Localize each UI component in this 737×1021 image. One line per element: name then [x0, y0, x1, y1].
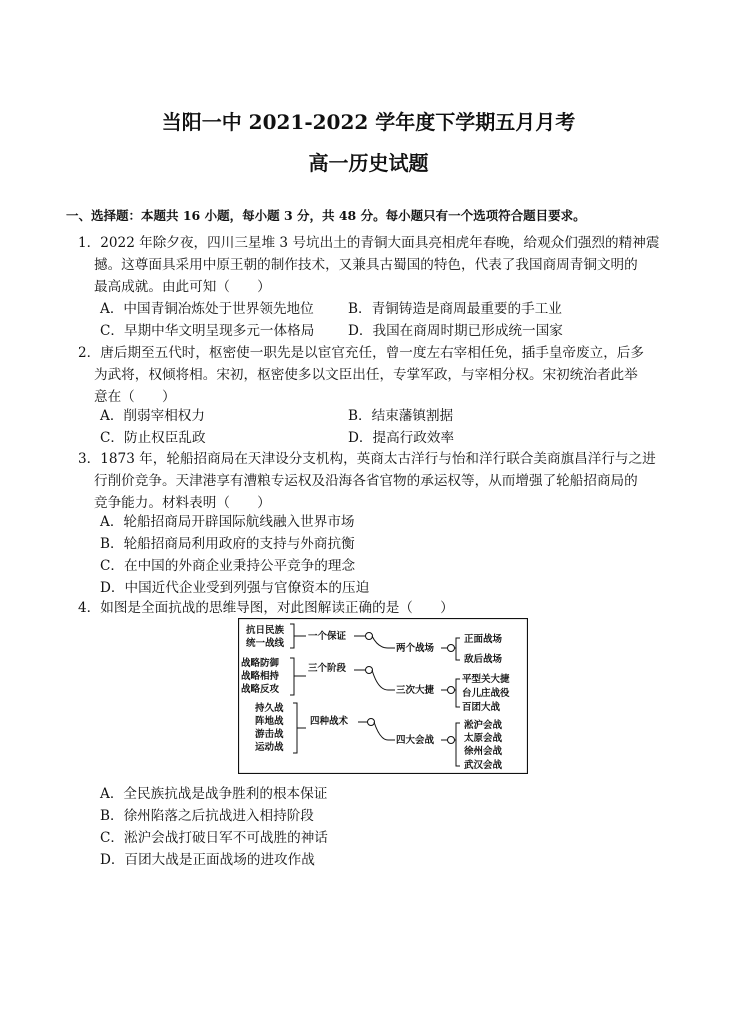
question-2-option-a: A．削弱宰相权力 — [100, 408, 205, 424]
question-1-option-c: C．早期中华文明呈现多元一体格局 — [100, 323, 315, 339]
diagram-right-2-3: 百团大战 — [462, 702, 501, 713]
question-3-option-a: A．轮船招商局开辟国际航线融入世界市场 — [100, 514, 355, 530]
question-3-option-b: B．轮船招商局利用政府的支持与外商抗衡 — [100, 536, 355, 552]
diagram-left-3-2: 阵地战 — [255, 716, 284, 727]
question-1-line-3: 最高成就。由此可知（ ） — [94, 279, 271, 295]
diagram-right-3-3: 徐州会战 — [464, 746, 503, 757]
question-4-option-a: A．全民族抗战是战争胜利的根本保证 — [100, 786, 328, 802]
question-1-line-1: 1．2022 年除夕夜，四川三星堆 3 号坑出土的青铜大面具亮相虎年春晚，给观众们强烈的精神震 — [78, 235, 660, 251]
diagram-right-3-2: 太原会战 — [464, 733, 503, 744]
diagram-category-3: 四种战术 — [310, 716, 349, 727]
section-heading: 一、选择题：本题共 16 小题，每小题 3 分，共 48 分。每小题只有一个选项符合题目要求。 — [66, 208, 586, 223]
question-3-option-d: D．中国近代企业受到列强与官僚资本的压迫 — [100, 580, 370, 596]
question-4-option-c: C．淞沪会战打破日军不可战胜的神话 — [100, 830, 328, 846]
diagram-middle-3: 四大会战 — [396, 735, 435, 746]
question-2-option-d: D．提高行政效率 — [348, 430, 455, 446]
question-3-line-1: 3．1873 年，轮船招商局在天津设分支机构，英商太古洋行与怡和洋行联合美商旗昌洋行与之进 — [78, 451, 656, 467]
question-2-option-b: B．结束藩镇割据 — [348, 408, 454, 424]
diagram-left-2-1: 战略防御 — [241, 658, 280, 669]
question-2-line-2: 为武将，权倾将相。宋初，枢密使多以文臣出任，专掌军政，与宰相分权。宋初统治者此举 — [94, 367, 638, 383]
question-1-option-b: B．青铜铸造是商周最重要的手工业 — [348, 301, 562, 317]
diagram-left-2-2: 战略相持 — [241, 671, 280, 682]
question-2-option-c: C．防止权臣乱政 — [100, 430, 206, 446]
diagram-right-2-2: 台儿庄战役 — [462, 688, 510, 699]
question-3-line-2: 行削价竞争。天津港享有漕粮专运权及沿海各省官物的承运权等，从而增强了轮船招商局的 — [94, 473, 638, 489]
diagram-left-3-4: 运动战 — [255, 742, 284, 753]
question-1-option-d: D．我国在商周时期已形成统一国家 — [348, 323, 563, 339]
question-2-line-1: 2．唐后期至五代时，枢密使一职先是以宦官充任，曾一度左右宰相任免，插手皇帝废立，后多 — [78, 345, 644, 361]
diagram-middle-1: 两个战场 — [396, 643, 435, 654]
diagram-left-1-2: 统一战线 — [246, 638, 285, 649]
question-3-line-3: 竞争能力。材料表明（ ） — [94, 495, 271, 511]
diagram-left-3-3: 游击战 — [255, 729, 284, 740]
question-4-line-1: 4．如图是全面抗战的思维导图，对此图解读正确的是（ ） — [78, 600, 454, 616]
question-1-option-a: A．中国青铜冶炼处于世界领先地位 — [100, 301, 314, 317]
question-4-option-b: B．徐州陷落之后抗战进入相持阶段 — [100, 808, 314, 824]
diagram-left-3-1: 持久战 — [255, 703, 284, 714]
diagram-left-2-3: 战略反攻 — [241, 684, 280, 695]
exam-title: 当阳一中 2021-2022 学年度下学期五月月考 — [161, 110, 576, 134]
diagram-category-2: 三个阶段 — [308, 663, 347, 674]
question-2-line-3: 意在（ ） — [94, 389, 176, 405]
diagram-middle-2: 三次大捷 — [396, 685, 435, 696]
diagram-right-1-1: 正面战场 — [464, 634, 503, 645]
diagram-right-2-1: 平型关大捷 — [462, 674, 510, 685]
diagram-left-1-1: 抗日民族 — [246, 625, 285, 636]
diagram-right-3-4: 武汉会战 — [464, 760, 503, 771]
diagram-category-1: 一个保证 — [308, 631, 347, 642]
question-1-line-2: 撼。这尊面具采用中原王朝的制作技术，又兼具古蜀国的特色，代表了我国商周青铜文明的 — [94, 257, 638, 273]
question-3-option-c: C．在中国的外商企业秉持公平竞争的理念 — [100, 558, 356, 574]
diagram-right-1-2: 敌后战场 — [464, 654, 503, 665]
question-4-option-d: D．百团大战是正面战场的进攻作战 — [100, 852, 315, 868]
exam-subtitle: 高一历史试题 — [308, 151, 429, 175]
diagram-right-3-1: 淞沪会战 — [464, 720, 503, 731]
mind-map-diagram — [238, 618, 528, 774]
